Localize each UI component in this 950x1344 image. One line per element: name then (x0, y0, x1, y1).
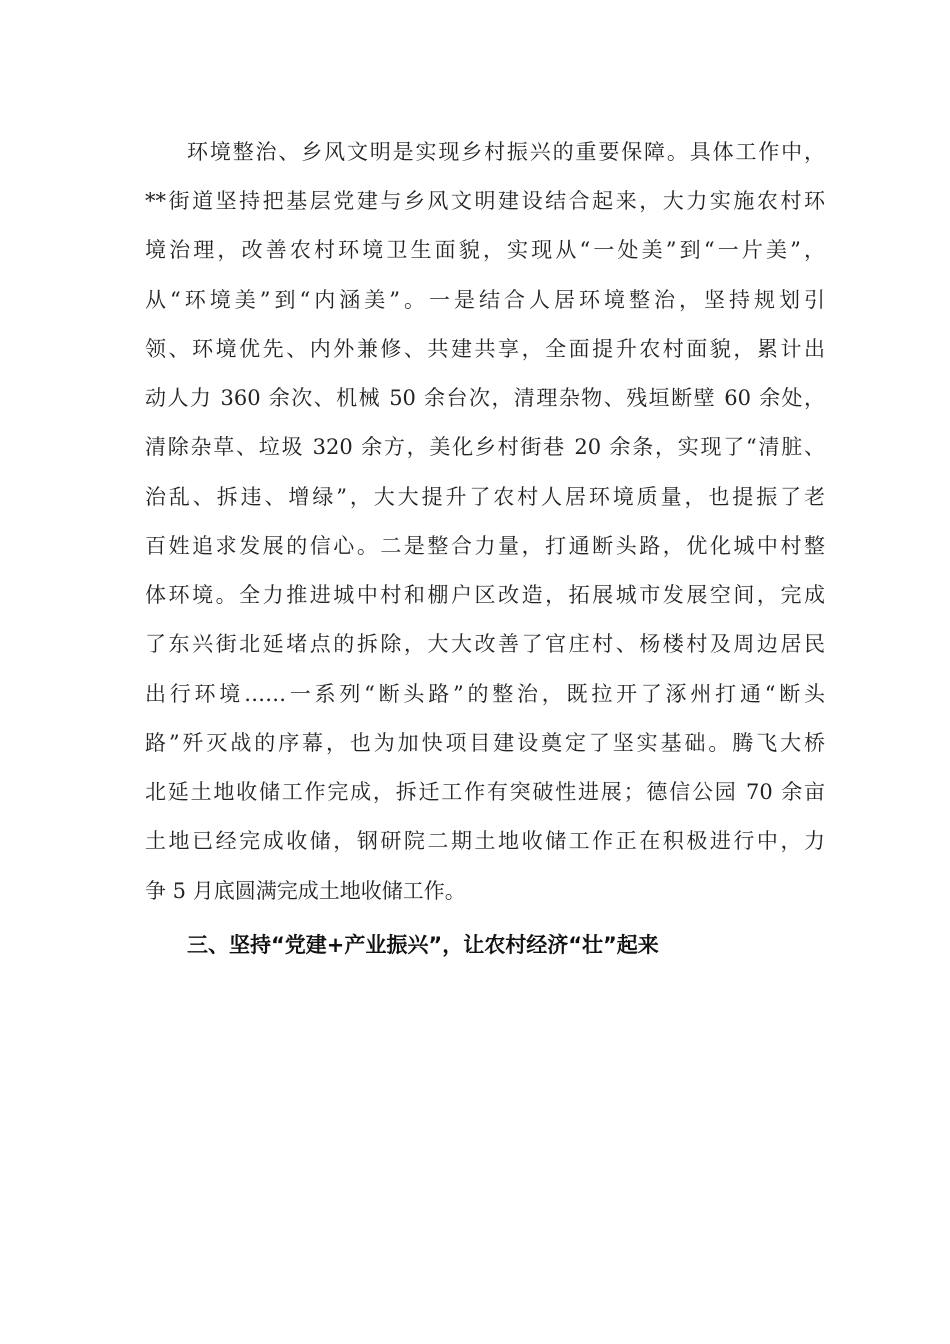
paragraph-line-5: 领、环境优先、内外兼修、共建共享，全面提升农村面貌，累计出 (145, 337, 825, 361)
paragraph-line-15: 土地已经完成收储，钢研院二期土地收储工作正在积极进行中，力 (145, 829, 825, 853)
paragraph-line-10: 体环境。全力推进城中村和棚户区改造，拓展城市发展空间，完成 (145, 583, 825, 607)
paragraph-line-12: 出行环境……一系列“断头路”的整治，既拉开了涿州打通“断头 (145, 682, 825, 706)
paragraph-line-7: 清除杂草、垃圾 320 余方，美化乡村街巷 20 余条，实现了“清脏、 (145, 435, 825, 459)
paragraph-line-6: 动人力 360 余次、机械 50 余台次，清理杂物、残垣断壁 60 余处， (145, 386, 825, 410)
paragraph-line-14: 北延土地收储工作完成，拆迁工作有突破性进展；德信公园 70 余亩 (145, 780, 825, 804)
paragraph-line-3: 境治理，改善农村环境卫生面貌，实现从“一处美”到“一片美”， (145, 238, 825, 262)
paragraph-line-8: 治乱、拆违、增绿”，大大提升了农村人居环境质量，也提振了老 (145, 485, 825, 509)
paragraph-line-1: 环境整治、乡风文明是实现乡村振兴的重要保障。具体工作中， (187, 140, 825, 164)
paragraph-line-2: **街道坚持把基层党建与乡风文明建设结合起来，大力实施农村环 (145, 189, 825, 213)
paragraph-line-11: 了东兴街北延堵点的拆除，大大改善了官庄村、杨楼村及周边居民 (145, 632, 825, 656)
section-heading: 三、坚持“党建+产业振兴”，让农村经济“壮”起来 (187, 933, 659, 957)
paragraph-line-9: 百姓追求发展的信心。二是整合力量，打通断头路，优化城中村整 (145, 534, 825, 558)
paragraph-line-13: 路”歼灭战的序幕，也为加快项目建设奠定了坚实基础。腾飞大桥 (145, 731, 825, 755)
paragraph-line-4: 从“环境美”到“内涵美”。一是结合人居环境整治，坚持规划引 (145, 288, 825, 312)
paragraph-line-16: 争 5 月底圆满完成土地收储工作。 (145, 879, 466, 903)
